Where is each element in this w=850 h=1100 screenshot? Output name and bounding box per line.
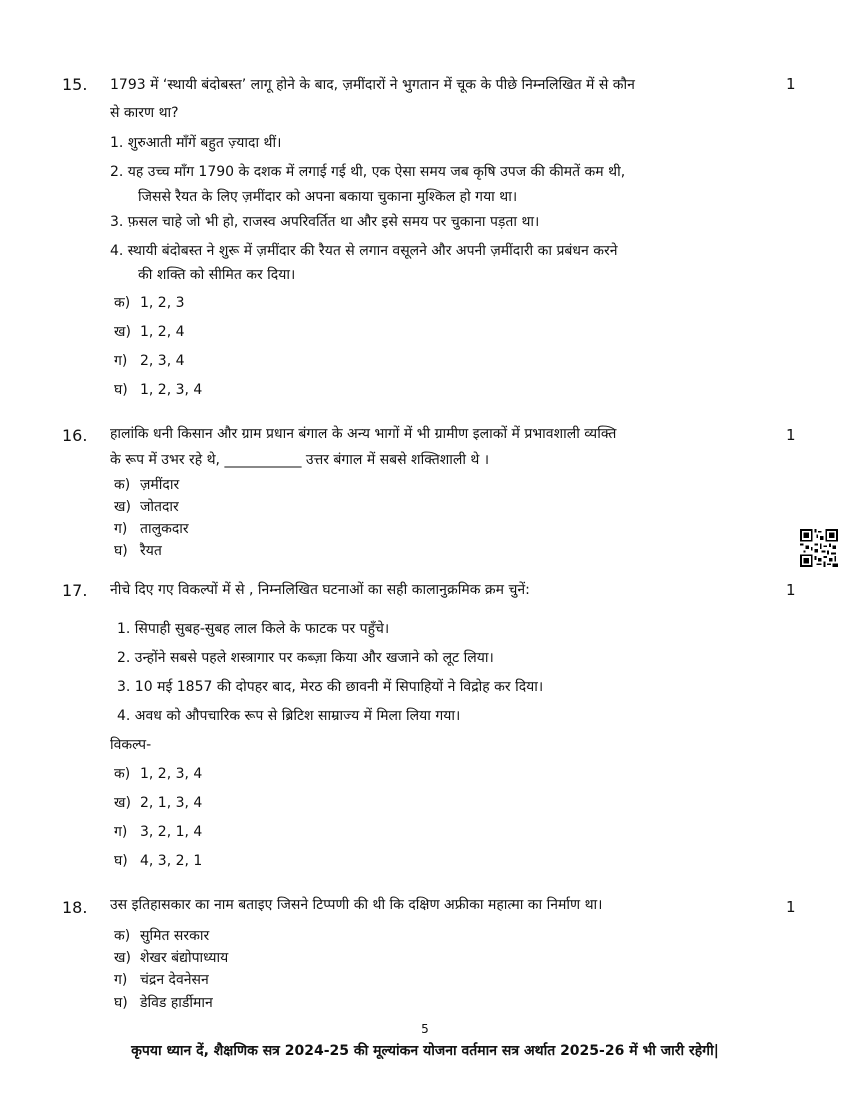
option-text: सुमित सरकार: [140, 928, 210, 944]
option-text: रैयत: [140, 543, 162, 559]
question-number: 18.: [62, 898, 88, 917]
option-c: [114, 519, 189, 538]
option-text: 2, 1, 3, 4: [140, 795, 203, 811]
statement: की शक्ति को सीमित कर दिया।: [138, 267, 296, 283]
option-label: ख): [114, 795, 131, 811]
qr-code-icon: [800, 529, 838, 567]
option-a: [114, 293, 185, 312]
option-label: ग): [114, 353, 128, 369]
option-text: 1, 2, 3, 4: [140, 766, 203, 782]
option-b: [114, 948, 228, 967]
option-label: क): [114, 477, 131, 493]
option-label: घ): [114, 853, 128, 869]
option-label: ग): [114, 824, 128, 840]
question-number: 16.: [62, 426, 88, 445]
question-stem: के रूप में उभर रहे थे, ___________ उत्तर बंगाल में सबसे शक्तिशाली थे ।: [110, 452, 490, 468]
option-label: ख): [114, 499, 131, 515]
question-marks: 1: [786, 75, 796, 93]
question-marks: 1: [786, 426, 796, 444]
statement: 2. यह उच्च माँग 1790 के दशक में लगाई गई थी, एक ऐसा समय जब कृषि उपज की कीमतें कम थी,: [110, 164, 626, 180]
option-label: क): [114, 295, 131, 311]
option-b: [114, 497, 179, 516]
option-b: [114, 793, 202, 812]
option-text: तालुकदार: [140, 521, 189, 537]
question-marks: 1: [786, 898, 796, 916]
option-label: ग): [114, 972, 128, 988]
question-number: 15.: [62, 75, 88, 94]
option-text: शेखर बंद्योपाध्याय: [140, 950, 229, 966]
question-stem: उस इतिहासकार का नाम बताइए जिसने टिप्पणी की थी कि दक्षिण अफ्रीका महात्मा का निर्माण था।: [110, 897, 603, 913]
option-text: 1, 2, 4: [140, 324, 185, 340]
option-c: [114, 822, 202, 841]
statement: जिससे रैयत के लिए ज़मींदार को अपना बकाया चुकाना मुश्किल हो गया था।: [138, 189, 518, 205]
option-label: क): [114, 766, 131, 782]
statement: 1. शुरुआती माँगें बहुत ज़्यादा थीं।: [110, 135, 282, 151]
option-a: [114, 475, 179, 494]
option-b: [114, 322, 185, 341]
option-label: ग): [114, 521, 128, 537]
statement: 3. 10 मई 1857 की दोपहर बाद, मेरठ की छावनी में सिपाहियों ने विद्रोह कर दिया।: [117, 679, 544, 695]
option-text: चंद्रन देवनेसन: [140, 972, 209, 988]
option-a: [114, 764, 202, 783]
option-text: 1, 2, 3, 4: [140, 382, 203, 398]
question-marks: 1: [786, 581, 796, 599]
option-text: 4, 3, 2, 1: [140, 853, 203, 869]
option-d: [114, 541, 162, 560]
option-text: 2, 3, 4: [140, 353, 185, 369]
statement: 4. स्थायी बंदोबस्त ने शुरू में ज़मींदार की रैयत से लगान वसूलने और अपनी ज़मींदारी का प्रबंधन करने: [110, 243, 618, 259]
question-stem: हालांकि धनी किसान और ग्राम प्रधान बंगाल के अन्य भागों में भी ग्रामीण इलाकों में प्रभावशाली व्यक्ति: [110, 426, 617, 442]
option-text: डेविड हार्डीमान: [140, 995, 213, 1011]
option-d: [114, 380, 202, 399]
statement: 1. सिपाही सुबह-सुबह लाल किले के फाटक पर पहुँचे।: [117, 621, 390, 637]
option-text: 1, 2, 3: [140, 295, 185, 311]
statement: 4. अवध को औपचारिक रूप से ब्रिटिश साम्राज्य में मिला लिया गया।: [117, 708, 461, 724]
footer-note: कृपया ध्यान दें, शैक्षणिक सत्र 2024-25 की मूल्यांकन योजना वर्तमान सत्र अर्थात 2025-26 में भी जारी रहेगी|: [131, 1043, 719, 1059]
option-text: ज़मींदार: [140, 477, 180, 493]
statement: 2. उन्होंने सबसे पहले शस्त्रागार पर कब्ज़ा किया और खजाने को लूट लिया।: [117, 650, 494, 666]
option-c: [114, 970, 209, 989]
option-label: घ): [114, 995, 128, 1011]
question-stem: नीचे दिए गए विकल्पों में से , निम्नलिखित घटनाओं का सही कालानुक्रमिक क्रम चुनें:: [110, 582, 530, 598]
statement: 3. फ़सल चाहे जो भी हो, राजस्व अपरिवर्तित था और इसे समय पर चुकाना पड़ता था।: [110, 214, 540, 230]
question-number: 17.: [62, 581, 88, 600]
page-number: 5: [421, 1022, 429, 1036]
option-label: ख): [114, 950, 131, 966]
options-heading: विकल्प-: [110, 737, 152, 753]
option-label: घ): [114, 382, 128, 398]
option-a: [114, 926, 209, 945]
option-c: [114, 351, 185, 370]
question-stem: 1793 में ‘स्थायी बंदोबस्त’ लागू होने के बाद, ज़मींदारों ने भुगतान में चूक के पीछे निम्नलिखित में से कौन: [110, 77, 635, 93]
option-label: क): [114, 928, 131, 944]
option-text: जोतदार: [140, 499, 179, 515]
option-label: घ): [114, 543, 128, 559]
option-d: [114, 851, 202, 870]
option-text: 3, 2, 1, 4: [140, 824, 203, 840]
option-d: [114, 993, 213, 1012]
question-stem: से कारण था?: [110, 105, 179, 121]
option-label: ख): [114, 324, 131, 340]
